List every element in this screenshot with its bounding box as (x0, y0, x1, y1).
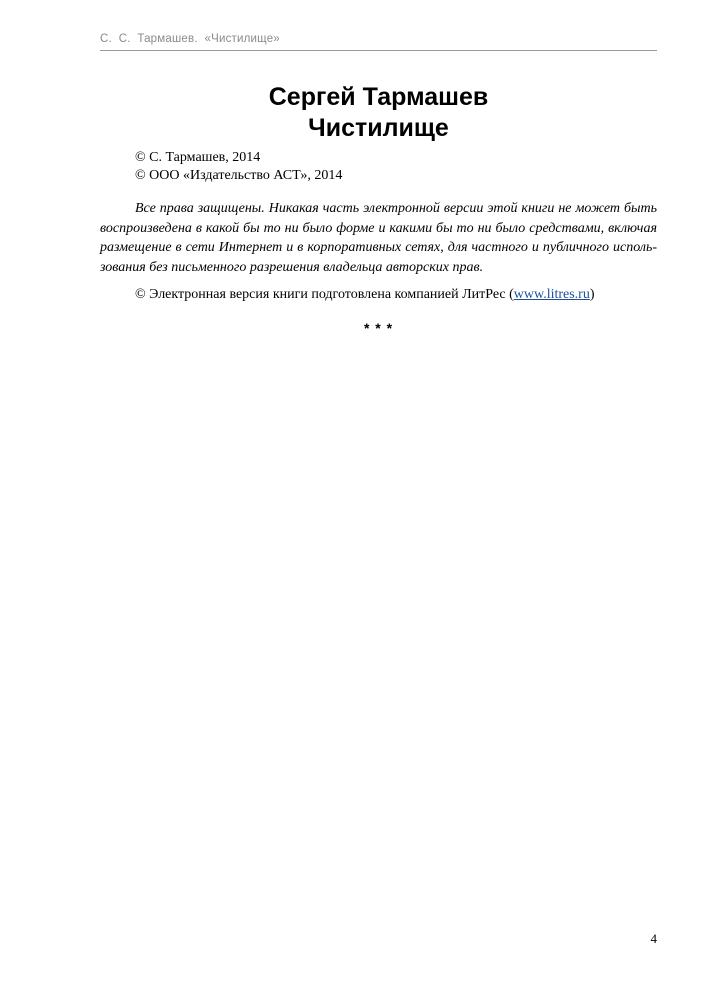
litres-notice (135, 286, 595, 304)
litres-link[interactable]: www.litres.ru (513, 287, 590, 302)
rights-notice-line: Все права защищены. Никакая часть электронной версии этой книги не может быть (135, 201, 657, 216)
copyright-publisher: © ООО «Издательство АСТ», 2014 (135, 168, 343, 183)
rights-notice (100, 199, 657, 277)
running-header: С. С. Тармашев. «Чистилище» (100, 33, 280, 45)
copyright-author: © С. Тармашев, 2014 (135, 150, 261, 165)
litres-notice-suffix: ) (589, 287, 595, 302)
rights-notice-line: размещение в сети Интернет и в корпоративных сетях, для частного и публичного исполь- (100, 240, 657, 255)
copyright-block (135, 149, 342, 185)
litres-notice-prefix: © Электронная версия книги подготовлена компанией ЛитРес ( (135, 287, 514, 302)
rights-notice-line: зования без письменного разрешения владельца авторских прав. (100, 259, 484, 275)
header-divider (100, 50, 657, 51)
page-number: 4 (650, 931, 657, 946)
book-title: Чистилище (308, 114, 449, 142)
rights-notice-line: воспроизведена в какой бы то ни было форме и какими бы то ни было средствами, включая (100, 220, 657, 236)
author-name: Сергей Тармашев (268, 83, 489, 111)
section-separator: * * * (363, 320, 394, 336)
title-block (100, 82, 657, 144)
